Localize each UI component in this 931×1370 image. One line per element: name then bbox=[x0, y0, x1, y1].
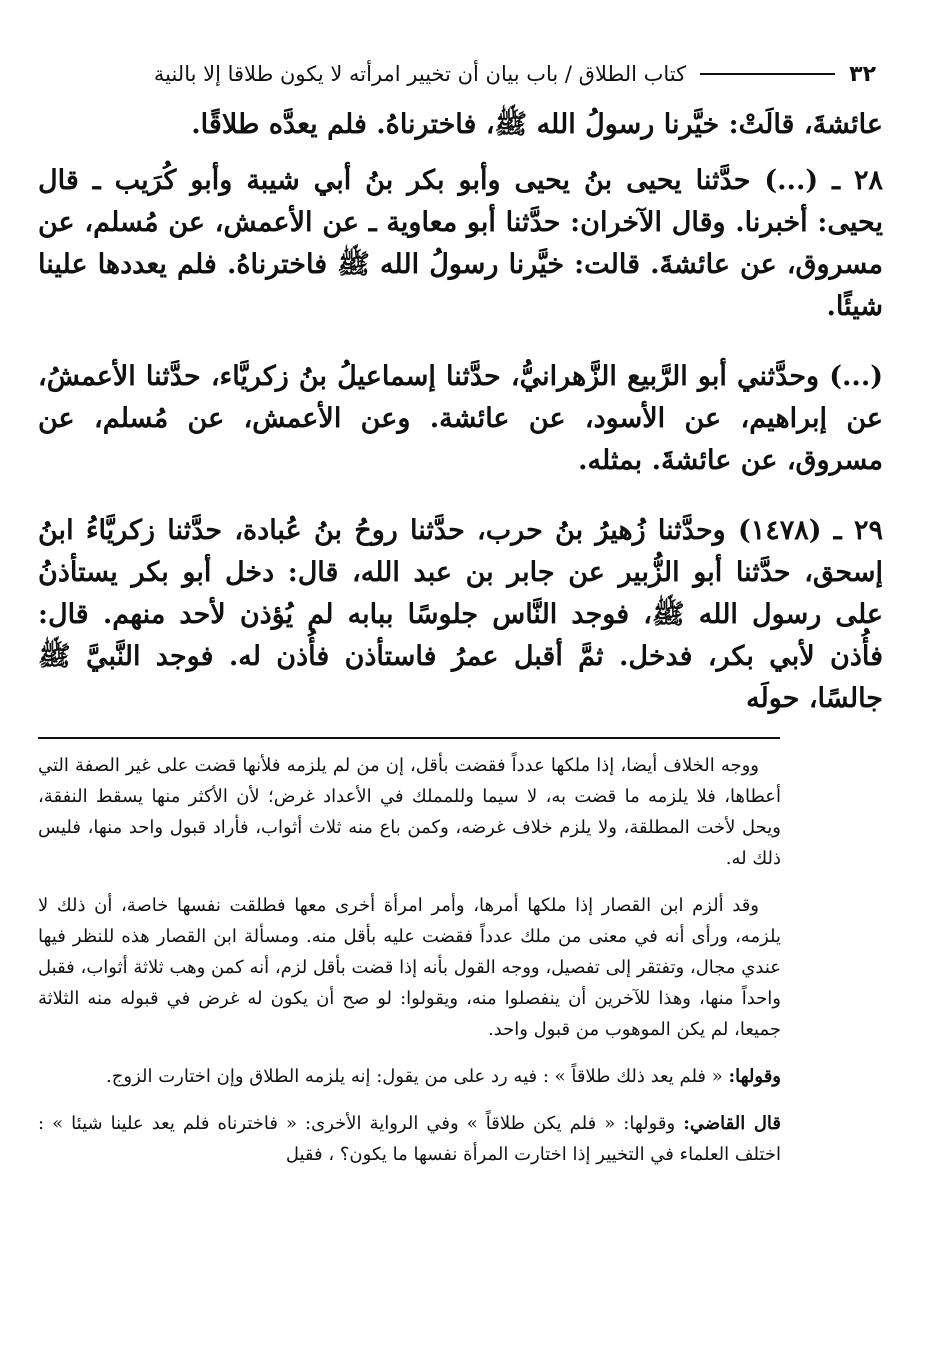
paragraph-text: عائشةَ، قالَتْ: خيَّرنا رسولُ الله ﷺ، فاخترناهُ. فلم يعدَّه طلاقًا. bbox=[191, 109, 883, 140]
commentary-lead: قال القاضي: bbox=[683, 1113, 781, 1134]
footnote-divider bbox=[38, 737, 780, 739]
commentary-text: « فلم يعد ذلك طلاقاً » : فيه رد على من يقول: إنه يلزمه الطلاق وإن اختارت الزوج. bbox=[106, 1066, 729, 1087]
paragraph-continuation bbox=[38, 104, 883, 146]
commentary-text: وقد ألزم ابن القصار إذا ملكها أمرها، وأمر امرأة أخرى معها فطلقت نفسها خاصة، أن ذلك لا يلزمه، ورأى أنه في معنى من ملك عدداً فقضت عليه بأقل منه. ومسألة ابن القصار هذه للنظر فيها عندي مجال، وتفتقر إلى تفصيل، ووجه القول بأنه إذا قضت بأقل لزم، أنه كمن وهب ثلاثة أثواب، فقبل واحداً منها، وهذا للآخرين أن ينفصلوا منه، ويقولوا: لو صح أن يكون له غرض في قبوله منه الثلاثة جميعا، لم يكن الموهوب من قبول واحد. bbox=[38, 895, 781, 1040]
hadith-28-variant bbox=[38, 356, 883, 482]
header-rule bbox=[700, 73, 835, 75]
commentary-paragraph bbox=[38, 1061, 781, 1092]
hadith-number: ٢٩ ـ (١٤٧٨) bbox=[737, 515, 883, 546]
hadith-body: وحدَّثني أبو الرَّبيع الزَّهرانيُّ، حدَّثنا إسماعيلُ بنُ زكريَّاء، حدَّثنا الأعمشُ، عن إبراهيم، عن الأسود، عن عائشة. وعن الأعمش، عن مُسلم، عن مسروق، عن عائشةَ. بمثله. bbox=[38, 361, 883, 476]
commentary-paragraph bbox=[38, 750, 781, 874]
hadith-29 bbox=[38, 510, 883, 720]
running-header bbox=[40, 56, 876, 92]
hadith-body: وحدَّثنا زُهيرُ بنُ حرب، حدَّثنا روحُ بنُ عُبادة، حدَّثنا زكريَّاءُ ابنُ إسحق، حدَّثنا أبو الزُّبير عن جابر بن عبد الله، قال: دخل أبو بكر يستأذنُ على رسول الله ﷺ، فوجد النَّاس جلوسًا ببابه لم يُؤذن لأحد منهم. قال: فأُذن لأبي بكر، فدخل. ثمَّ أقبل عمرُ فاستأذن فأُذن له. فوجد النَّبيَّ ﷺ جالسًا، حولَه bbox=[38, 515, 883, 714]
commentary-lead: وقولها: bbox=[728, 1066, 781, 1087]
commentary-section bbox=[38, 750, 781, 1186]
page-number: ٣٢ bbox=[849, 61, 876, 87]
header-title: كتاب الطلاق / باب بيان أن تخيير امرأته لا يكون طلاقا إلا بالنية bbox=[153, 62, 687, 86]
commentary-paragraph bbox=[38, 1108, 781, 1170]
hadith-28 bbox=[38, 160, 883, 328]
commentary-text: وقولها: « فلم يكن طلاقاً » وفي الرواية الأخرى: « فاخترناه فلم يعد علينا شيئا » : اختلف العلماء في التخيير إذا اختارت المرأة نفسها ما يكون؟ ، فقيل bbox=[38, 1113, 781, 1165]
hadith-number: ٢٨ ـ (...) bbox=[764, 165, 883, 196]
commentary-paragraph bbox=[38, 890, 781, 1045]
hadith-number: (...) bbox=[829, 361, 883, 392]
hadith-body: حدَّثنا يحيى بنُ يحيى وأبو بكر بنُ أبي شيبة وأبو كُرَيب ـ قال يحيى: أخبرنا. وقال الآخران: حدَّثنا أبو معاوية ـ عن الأعمش، عن مُسلم، عن مسروق، عن عائشةَ. قالت: خيَّرنا رسولُ الله ﷺ فاخترناهُ. فلم يعددها علينا شيئًا. bbox=[38, 165, 883, 322]
commentary-text: ووجه الخلاف أيضا، إذا ملكها عدداً فقضت بأقل، إن من لم يلزمه فلأنها قضت على غير الصفة التي أعطاها، فلا يلزمه ما قضت به، لا سيما وللمملك في الأعداد غرض؛ لأن الأكثر منها يسقط النفقة، ويحل لأخت المطلقة، ولا يلزم خلاف غرضه، وكمن باع منه ثلاث أثواب، فأراد قبول واحد منها، فليس ذلك له. bbox=[38, 755, 781, 869]
hadith-text bbox=[38, 104, 883, 748]
